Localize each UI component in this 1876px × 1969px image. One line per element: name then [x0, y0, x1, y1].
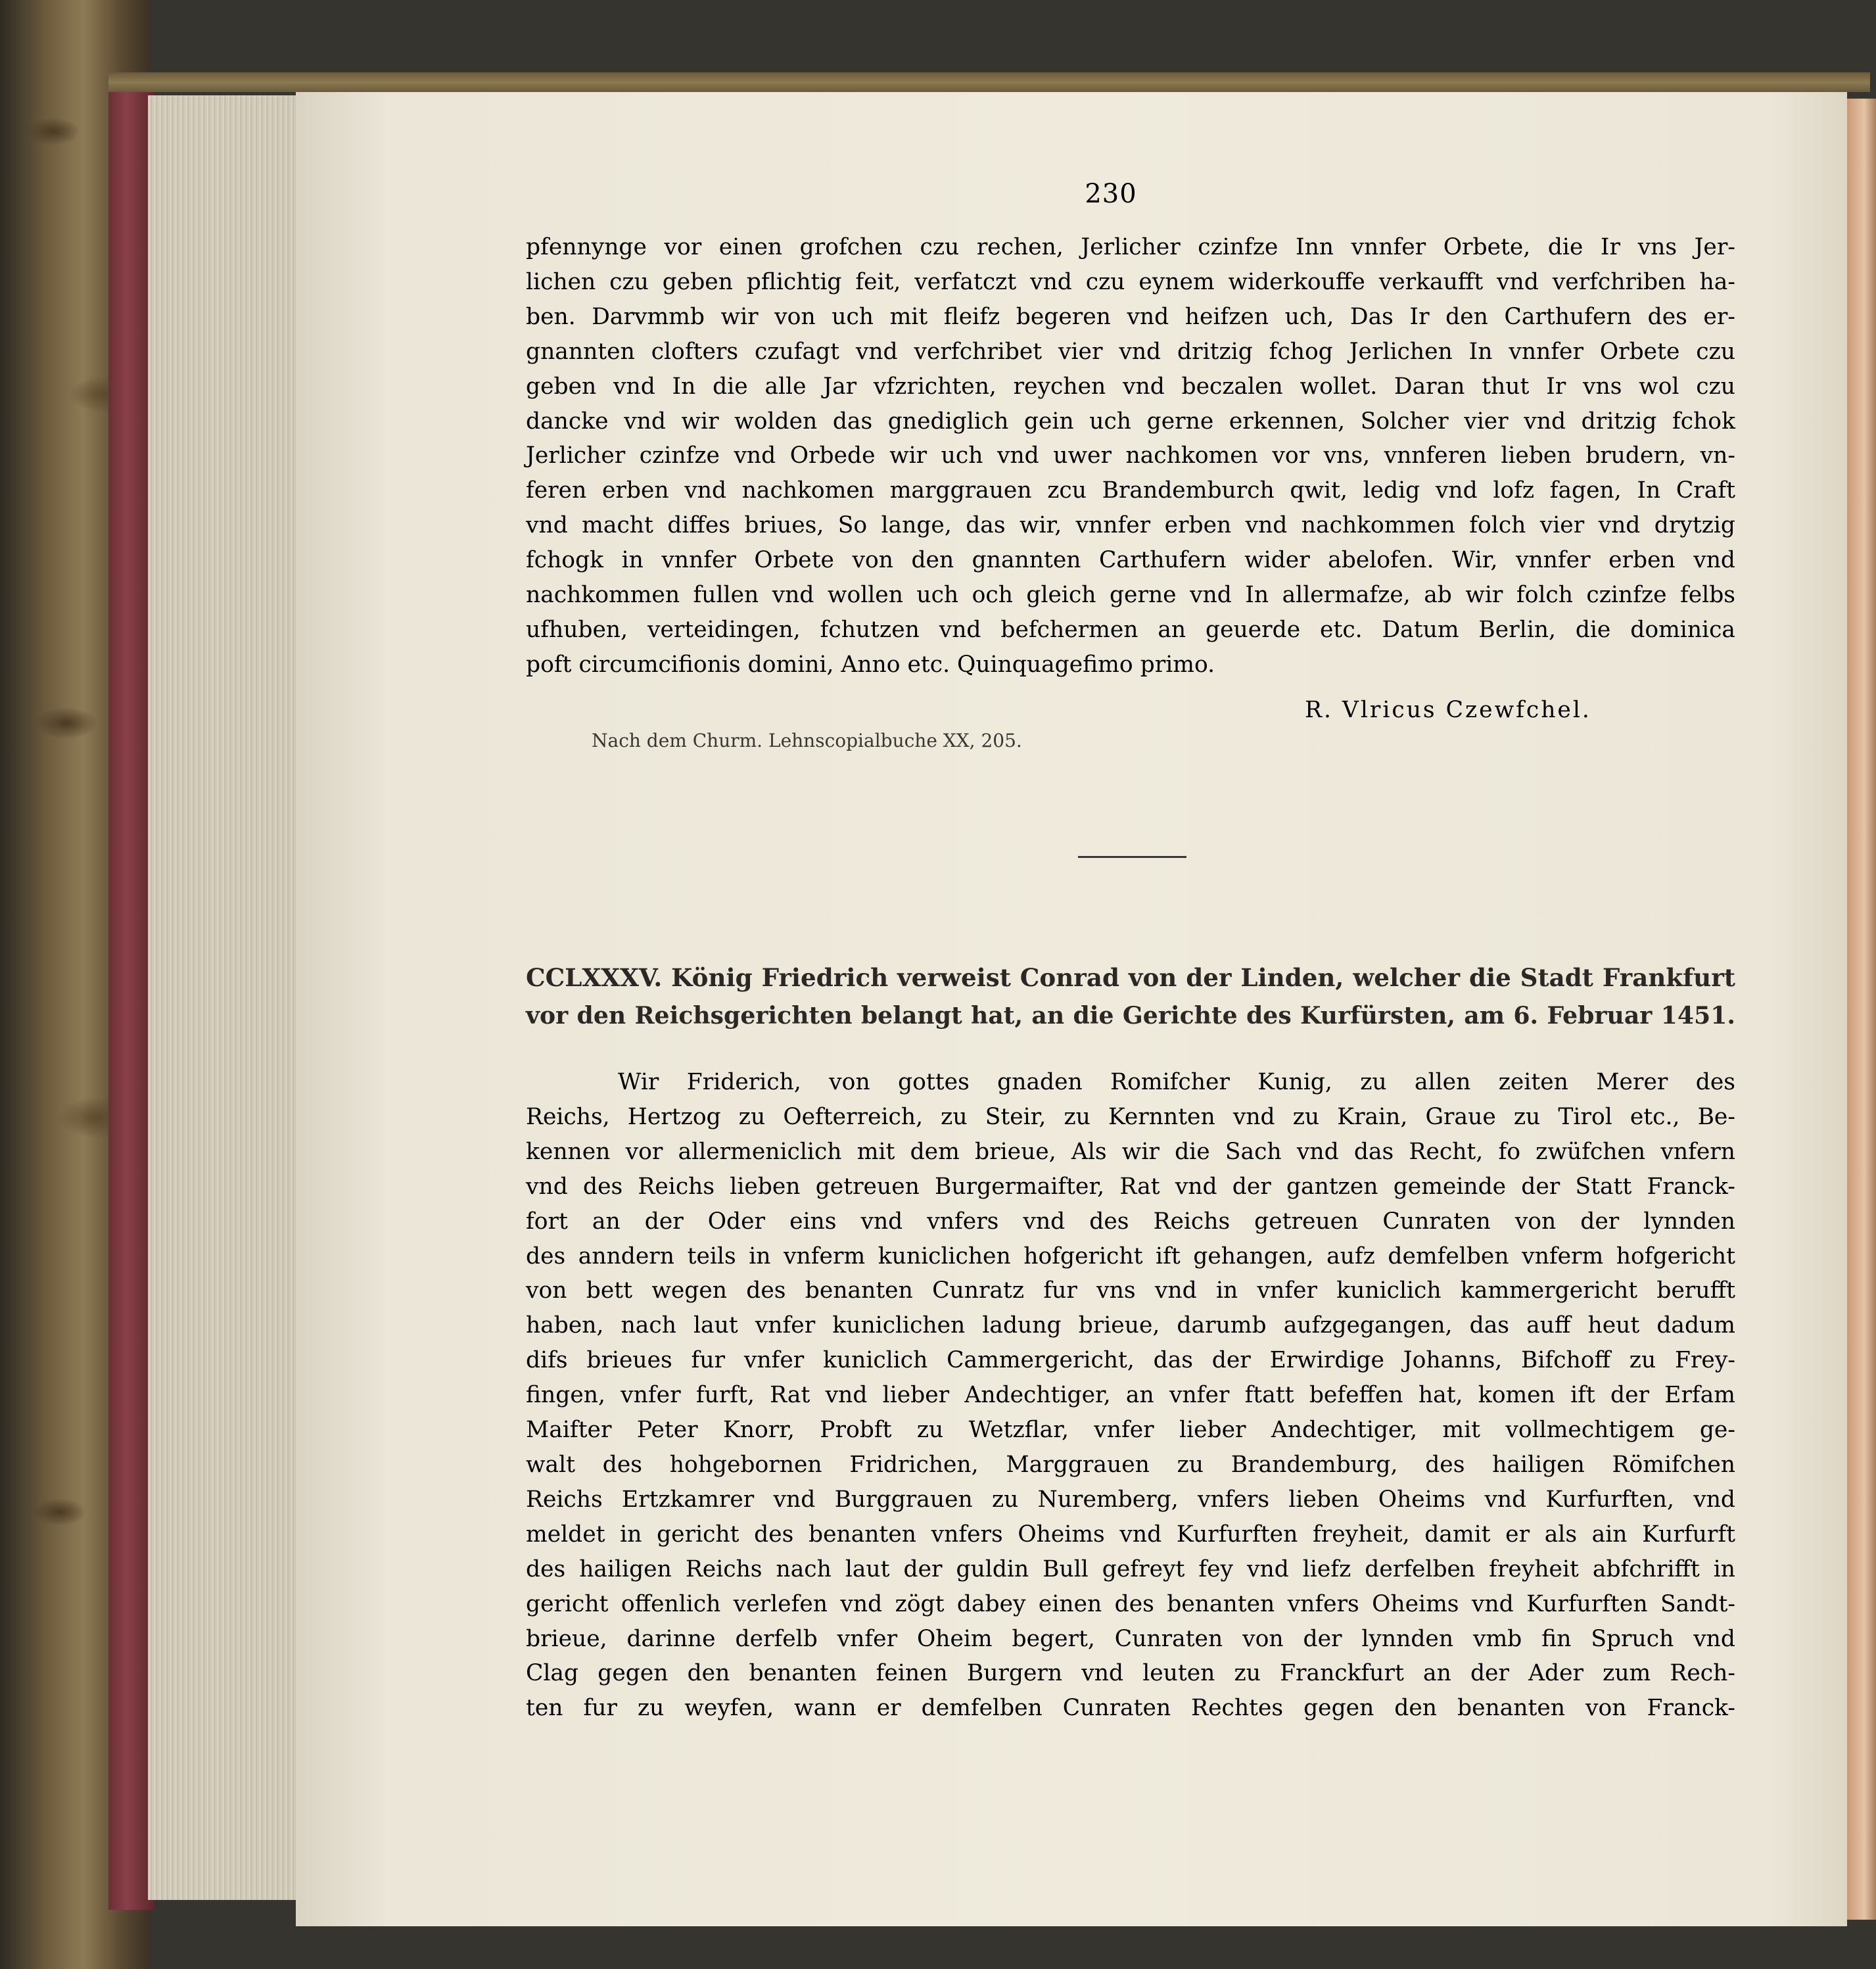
text-line: fingen, vnfer furft, Rat vnd lieber Andechtiger, an vnfer ftatt befeffen hat, komen ift der Erfam — [526, 1382, 1735, 1409]
text-line: Wir Friderich, von gottes gnaden Romifcher Kunig, zu allen zeiten Merer des — [618, 1069, 1735, 1095]
text-line: brieue, darinne derfelb vnfer Oheim begert, Cunraten von der lynnden vmb fin Spruch vnd — [526, 1625, 1735, 1652]
section-separator — [1078, 856, 1186, 858]
heading-text: CCLXXXV. König Friedrich verweist Conrad von der Linden, welcher die Stadt Frankfurt — [526, 963, 1735, 992]
document-text-block-1 — [526, 230, 1735, 682]
text-line: fchogk in vnnfer Orbete von den gnannten Carthufern wider abelofen. Wir, vnnfer erben vnd — [526, 547, 1735, 574]
text-line: gericht offenlich verlefen vnd zögt dabey einen des benanten vnfers Oheims vnd Kurfurften Sandt- — [526, 1590, 1735, 1617]
text-line: fort an der Oder eins vnd vnfers vnd des Reichs getreuen Cunraten von der lynnden — [526, 1208, 1735, 1235]
page-number: 230 — [1085, 179, 1137, 209]
text-line: ufhuben, verteidingen, fchutzen vnd befchermen an geuerde etc. Datum Berlin, die dominica — [526, 616, 1735, 643]
text-line: vnd macht diffes briues, So lange, das wir, vnnfer erben vnd nachkommen folch vier vnd drytzig — [526, 512, 1735, 539]
text-line: des hailigen Reichs nach laut der guldin Bull gefreyt fey vnd liefz derfelben freyheit abfchrifft in — [526, 1555, 1735, 1582]
text-line: ten fur zu weyfen, wann er demfelben Cunraten Rechtes gegen den benanten von Franck- — [526, 1695, 1735, 1722]
text-line: des anndern teils in vnferm kuniclichen hofgericht ift gehangen, aufz demfelben vnferm hofgericht — [526, 1243, 1735, 1269]
text-line: vnd des Reichs lieben getreuen Burgermaifter, Rat vnd der gantzen gemeinde der Statt Franck- — [526, 1173, 1735, 1200]
text-line: dancke vnd wir wolden das gnediglich gein uch gerne erkennen, Solcher vier vnd dritzig fchok — [526, 408, 1735, 435]
text-line: Clag gegen den benanten feinen Burgern vnd leuten zu Franckfurt an der Ader zum Rech- — [526, 1660, 1735, 1687]
page-stack — [148, 95, 296, 1900]
text-line: poft circumcifionis domini, Anno etc. Quinquagefimo primo. — [526, 651, 1215, 678]
section-heading-line-1 — [526, 959, 1735, 997]
text-line: gnannten clofters czufagt vnd verfchribet vier vnd dritzig fchog Jerlichen In vnnfer Orbete czu — [526, 338, 1735, 365]
text-line: Reichs, Hertzog zu Oefterreich, zu Steir, zu Kernnten vnd zu Krain, Graue zu Tirol etc., Be- — [526, 1103, 1735, 1130]
text-line: nachkommen fullen vnd wollen uch och gleich gerne vnd In allermafze, ab wir folch czinfze felbs — [526, 582, 1735, 609]
text-line: von bett wegen des benanten Cunratz fur vns vnd in vnfer kuniclich kammergericht berufft — [526, 1277, 1735, 1304]
text-line: meldet in gericht des benanten vnfers Oheims vnd Kurfurften freyheit, damit er als ain Kurfurft — [526, 1521, 1735, 1548]
signature-line: R. Vlricus Czewfchel. — [1305, 697, 1591, 723]
text-line: haben, nach laut vnfer kuniclichen ladung brieue, darumb aufzgegangen, das auff heut dadum — [526, 1312, 1735, 1339]
text-line: difs brieues fur vnfer kuniclich Cammergericht, das der Erwirdige Johanns, Bifchoff zu Frey- — [526, 1347, 1735, 1374]
source-note: Nach dem Churm. Lehnscopialbuche XX, 205. — [592, 730, 1022, 751]
text-line: feren erben vnd nachkomen marggrauen zcu Brandemburch qwit, ledig vnd lofz fagen, In Craft — [526, 477, 1735, 504]
facing-page-edge — [1847, 99, 1876, 1920]
text-line: lichen czu geben pflichtig feit, verfatczt vnd czu eynem widerkouffe verkaufft vnd verfchriben ha- — [526, 268, 1735, 295]
text-line: ben. Darvmmb wir von uch mit fleifz begeren vnd heifzen uch, Das Ir den Carthufern des er- — [526, 303, 1735, 330]
text-line: Jerlicher czinfze vnd Orbede wir uch vnd uwer nachkomen vor vns, vnnferen lieben brudern, vn- — [526, 442, 1735, 469]
text-line: pfennynge vor einen grofchen czu rechen, Jerlicher czinfze Inn vnnfer Orbete, die Ir vns Jer- — [526, 234, 1735, 260]
text-line: walt des hohgebornen Fridrichen, Marggrauen zu Brandemburg, des hailigen Römifchen — [526, 1451, 1735, 1478]
text-line: geben vnd In die alle Jar vfzrichten, reychen vnd beczalen wollet. Daran thut Ir vns wol czu — [526, 373, 1735, 400]
text-line: Reichs Ertzkamrer vnd Burggrauen zu Nuremberg, vnfers lieben Oheims vnd Kurfurften, vnd — [526, 1486, 1735, 1513]
book-top-edge — [108, 72, 1870, 92]
text-line: kennen vor allermeniclich mit dem brieue, Als wir die Sach vnd das Recht, fo zwüfchen vnfern — [526, 1138, 1735, 1165]
section-heading-line-2 — [526, 997, 1735, 1035]
document-text-block-2 — [526, 1065, 1735, 1726]
heading-text: vor den Reichsgerichten belangt hat, an die Gerichte des Kurfürsten, am 6. Februar 1451. — [526, 1001, 1735, 1030]
text-line: Maifter Peter Knorr, Probft zu Wetzflar, vnfer lieber Andechtiger, mit vollmechtigem ge- — [526, 1417, 1735, 1444]
